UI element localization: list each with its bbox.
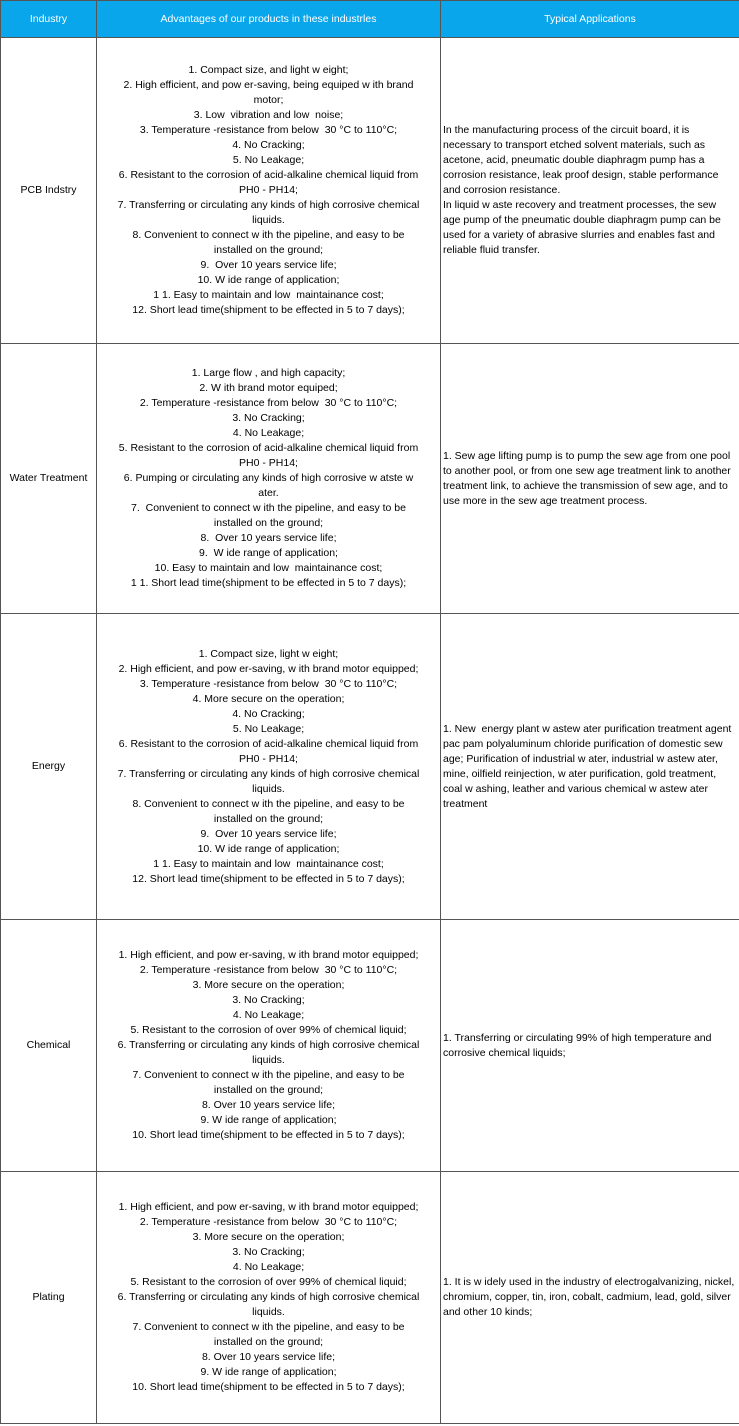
advantage-item: 9. Over 10 years service life;: [200, 827, 337, 840]
advantage-item: 5. Resistant to the corrosion of over 99% of chemical liquid;: [130, 1276, 407, 1288]
advantage-item: 1 1. Easy to maintain and low maintainance cost;: [153, 289, 384, 301]
industry-cell: Chemical: [1, 920, 97, 1172]
table-row: [1, 344, 739, 614]
industry-cell: Energy: [1, 614, 97, 920]
advantages-cell: [97, 920, 441, 1172]
advantage-item: 6. Transferring or circulating any kinds of high corrosive chemical liquids.: [117, 1039, 423, 1066]
advantage-item: 8. Over 10 years service life;: [200, 532, 337, 544]
advantage-item: 5. Resistant to the corrosion of acid-alkaline chemical liquid from PH0 - PH14;: [118, 442, 422, 469]
advantage-item: 7. Convenient to connect w ith the pipeline, and easy to be installed on the ground;: [132, 1321, 408, 1348]
advantage-item: 3. More secure on the operation;: [192, 979, 345, 991]
advantage-item: 8. Over 10 years service life;: [201, 1099, 336, 1111]
advantage-item: 2. Temperature -resistance from below 30 °C to 110°C;: [139, 964, 398, 976]
advantage-item: 8. Convenient to connect w ith the pipeline, and easy to be installed on the ground;: [132, 229, 408, 256]
application-paragraph: In the manufacturing process of the circuit board, it is necessary to transport etched solvent materials, such as acetone, acid, pneumatic double diaphragm pump has a corrosion resistance, leak proof design, stable performance and corrosion resistance.: [443, 124, 722, 196]
applications-cell: [441, 920, 739, 1172]
advantage-item: 2. Temperature -resistance from below 30 °C to 110°C;: [139, 1216, 398, 1228]
advantage-item: 6. Resistant to the corrosion of acid-alkaline chemical liquid from PH0 - PH14;: [118, 169, 422, 196]
table-row: [1, 38, 739, 344]
advantage-item: 12. Short lead time(shipment to be effected in 5 to 7 days);: [132, 872, 405, 885]
advantage-item: 3. Temperature -resistance from below 30 °C to 110°C;: [139, 124, 398, 136]
table-row: [1, 614, 739, 920]
advantage-item: 12. Short lead time(shipment to be effected in 5 to 7 days);: [132, 304, 405, 316]
advantage-item: 9. W ide range of application;: [199, 547, 338, 559]
advantage-item: 3. More secure on the operation;: [192, 1231, 345, 1243]
applications-cell: [441, 1172, 739, 1424]
advantage-item: 6. Pumping or circulating any kinds of high corrosive w atste w ater.: [123, 472, 417, 499]
advantage-item: 6. Transferring or circulating any kinds of high corrosive chemical liquids.: [117, 1291, 423, 1318]
table-row: [1, 1172, 739, 1424]
advantages-cell: [97, 1172, 441, 1424]
table-row: [1, 920, 739, 1172]
advantage-item: 2. Temperature -resistance from below 30 °C to 110°C;: [139, 397, 398, 409]
advantages-cell: [97, 614, 441, 920]
advantage-item: 1. High efficient, and pow er-saving, w ith brand motor equipped;: [118, 949, 419, 961]
advantage-item: 3. Temperature -resistance from below 30 °C to 110°C;: [139, 677, 398, 690]
application-paragraph: In liquid w aste recovery and treatment processes, the sew age pump of the pneumatic double diaphragm pump can be used for a variety of abrasive slurries and enables fast and reliable fluid transfer.: [443, 199, 724, 256]
advantage-item: 10. Easy to maintain and low maintainance cost;: [154, 562, 383, 574]
advantages-cell: [97, 344, 441, 614]
advantage-item: 8. Convenient to connect w ith the pipeline, and easy to be installed on the ground;: [132, 797, 408, 825]
advantage-item: 8. Over 10 years service life;: [201, 1351, 336, 1363]
advantage-item: 6. Resistant to the corrosion of acid-alkaline chemical liquid from PH0 - PH14;: [118, 737, 422, 765]
application-paragraph: 1. Transferring or circulating 99% of high temperature and corrosive chemical liquids;: [443, 1031, 715, 1059]
advantage-item: 4. No Leakage;: [232, 1261, 305, 1273]
advantage-item: 9. W ide range of application;: [200, 1114, 337, 1126]
advantage-item: 9. Over 10 years service life;: [200, 259, 337, 271]
application-paragraph: 1. It is w idely used in the industry of electrogalvanizing, nickel, chromium, copper, tin, iron, cobalt, cadmium, lead, gold, silver and other 10 kinds;: [443, 1276, 738, 1318]
advantage-item: 3. No Cracking;: [232, 1246, 305, 1258]
advantage-item: 7. Convenient to connect w ith the pipeline, and easy to be installed on the ground;: [132, 1069, 408, 1096]
advantage-item: 1 1. Easy to maintain and low maintainance cost;: [153, 857, 384, 870]
advantage-item: 10. W ide range of application;: [197, 274, 340, 286]
advantage-item: 2. High efficient, and pow er-saving, w ith brand motor equipped;: [118, 662, 419, 675]
industry-cell: PCB Indstry: [1, 38, 97, 344]
advantage-item: 9. W ide range of application;: [200, 1366, 337, 1378]
advantage-item: 4. No Cracking;: [232, 707, 305, 720]
application-paragraph: 1. New energy plant w astew ater purification treatment agent pac pam polyaluminum chloride purification of domestic sew age; Purification of industrial w ater, industrial w astew ater, mine, oilfield reinjection, w ater purification, gold treatment, coal w ashing, leather and various chemical w astew ater treatment: [443, 722, 735, 810]
advantage-item: 7. Transferring or circulating any kinds of high corrosive chemical liquids.: [117, 767, 423, 795]
advantage-item: 4. No Leakage;: [232, 1009, 305, 1021]
advantage-item: 1. Large flow , and high capacity;: [191, 367, 346, 379]
header-advantages: Advantages of our products in these industrles: [97, 1, 441, 38]
advantage-item: 1. High efficient, and pow er-saving, w ith brand motor equipped;: [118, 1201, 419, 1213]
advantage-item: 5. Resistant to the corrosion of over 99% of chemical liquid;: [130, 1024, 407, 1036]
applications-cell: [441, 344, 739, 614]
advantage-item: 5. No Leakage;: [232, 722, 305, 735]
header-applications: Typical Applications: [441, 1, 739, 38]
advantage-item: 1 1. Short lead time(shipment to be effected in 5 to 7 days);: [130, 577, 407, 589]
advantage-item: 2. W ith brand motor equiped;: [199, 382, 338, 394]
header-row: [1, 1, 739, 38]
advantage-item: 5. No Leakage;: [232, 154, 305, 166]
advantage-item: 3. No Cracking;: [232, 412, 305, 424]
advantage-item: 2. High efficient, and pow er-saving, being equiped w ith brand motor;: [123, 79, 417, 106]
application-paragraph: 1. Sew age lifting pump is to pump the sew age from one pool to another pool, or from one sew age treatment link to another treatment link, to achieve the transmission of sew age, and to use more in the sew age treatment process.: [443, 449, 734, 507]
applications-cell: [441, 614, 739, 920]
advantage-item: 4. No Leakage;: [232, 427, 305, 439]
industry-cell: Water Treatment: [1, 344, 97, 614]
advantage-item: 3. No Cracking;: [232, 994, 305, 1006]
advantage-item: 4. More secure on the operation;: [192, 692, 345, 705]
advantage-item: 4. No Cracking;: [232, 139, 305, 151]
industry-cell: Plating: [1, 1172, 97, 1424]
advantage-item: 1. Compact size, and light w eight;: [188, 64, 349, 76]
advantage-item: 10. Short lead time(shipment to be effected in 5 to 7 days);: [132, 1381, 405, 1393]
advantage-item: 10. Short lead time(shipment to be effected in 5 to 7 days);: [132, 1129, 405, 1141]
advantage-item: 7. Convenient to connect w ith the pipeline, and easy to be installed on the ground;: [131, 502, 409, 529]
advantage-item: 3. Low vibration and low noise;: [193, 109, 344, 121]
advantage-item: 10. W ide range of application;: [197, 842, 340, 855]
applications-cell: [441, 38, 739, 344]
advantage-item: 7. Transferring or circulating any kinds of high corrosive chemical liquids.: [117, 199, 423, 226]
advantages-cell: [97, 38, 441, 344]
advantage-item: 1. Compact size, light w eight;: [198, 647, 339, 660]
header-industry: Industry: [1, 1, 97, 38]
